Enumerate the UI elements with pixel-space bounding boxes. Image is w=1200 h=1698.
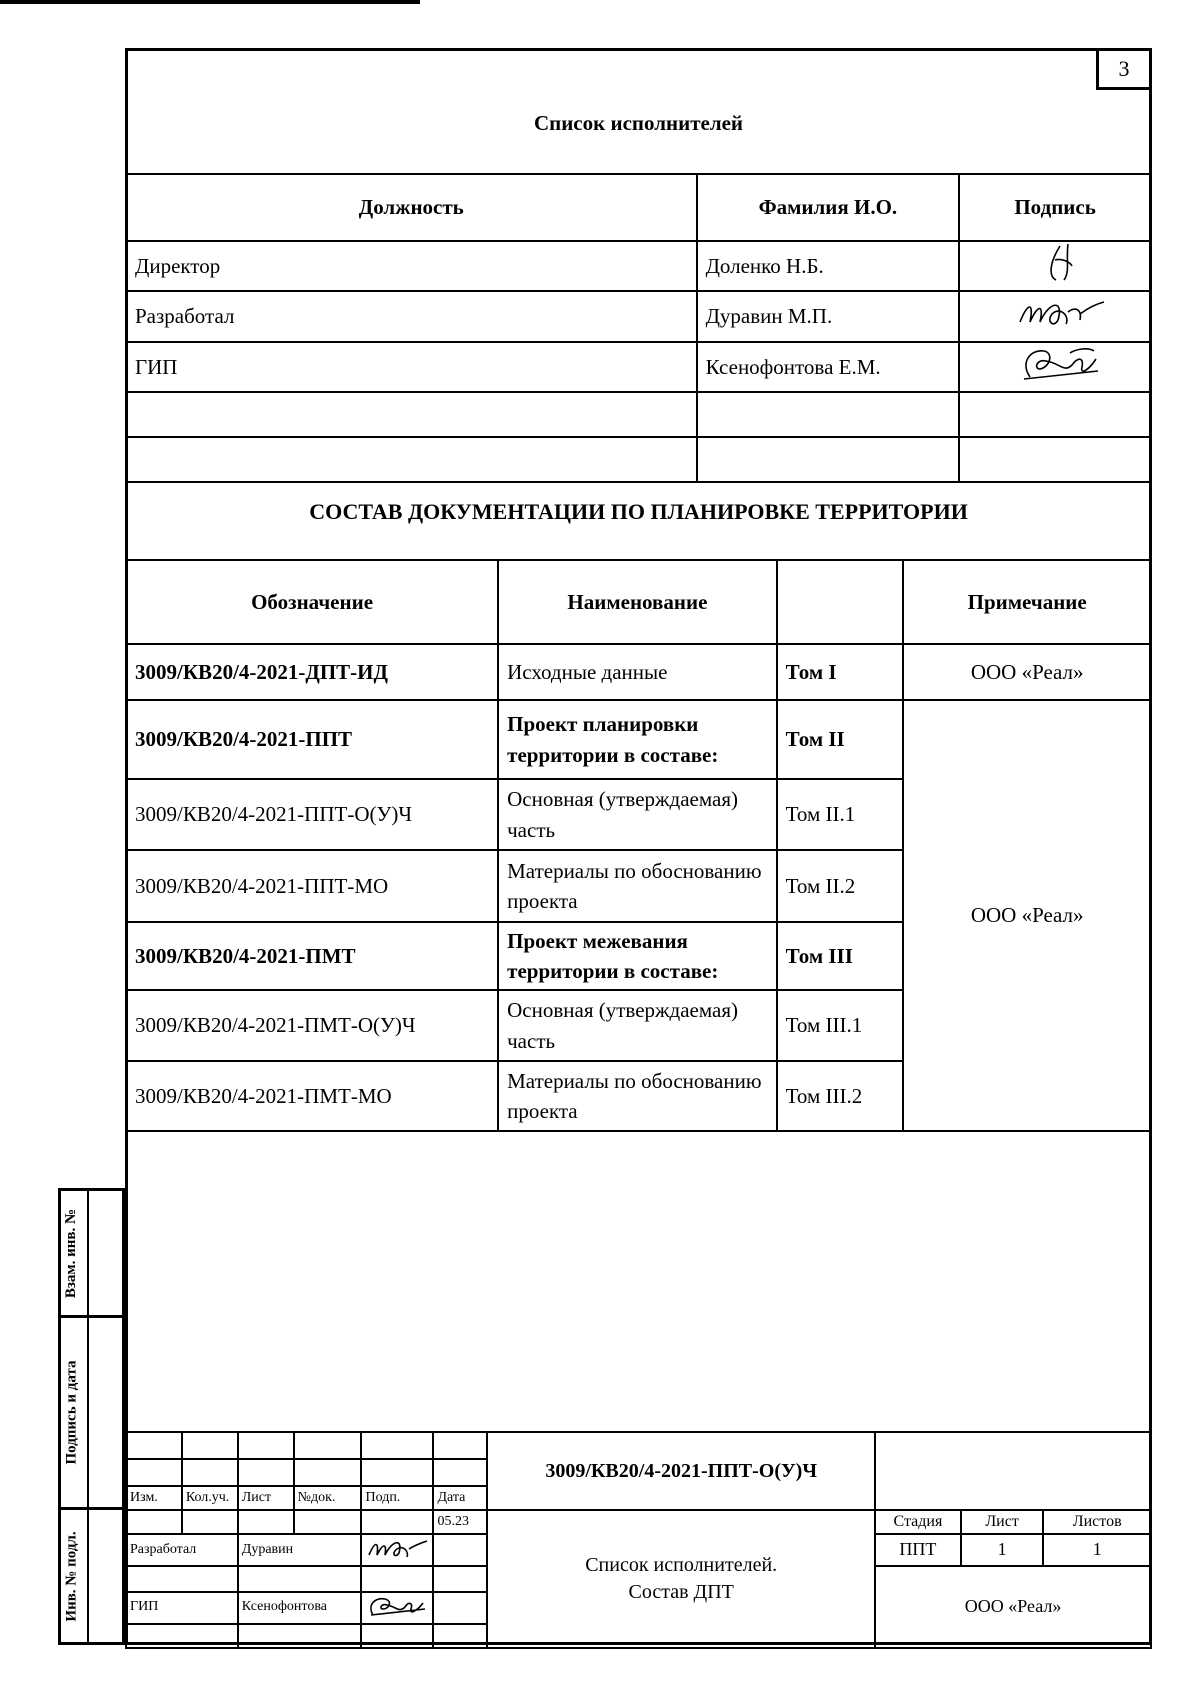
title-block (125, 1431, 1152, 1649)
doc-volume: Том III.1 (777, 990, 904, 1061)
header-title: Наименование (498, 560, 777, 644)
signature-cell (959, 291, 1151, 341)
stamp-role-name: Ксенофонтова (238, 1592, 362, 1624)
doc-volume: Том III (777, 922, 904, 990)
side-label-original-inv: Инв. № подл. (63, 1530, 80, 1622)
page-number: 3 (1096, 48, 1152, 90)
stamp-sheets-value: 1 (1043, 1534, 1151, 1566)
signature-image (365, 1535, 429, 1559)
header-note: Примечание (903, 560, 1151, 644)
side-label-replaced-inv: Взам. инв. № (63, 1208, 80, 1298)
doc-title: Исходные данные (498, 644, 777, 700)
side-strip-original-inv (58, 1507, 125, 1645)
doc-code: 3009/КВ20/4-2021-ПМТ (126, 922, 498, 990)
performer-row (126, 291, 1151, 341)
stamp-col-count: Кол.уч. (182, 1486, 238, 1510)
performer-row-empty (126, 437, 1151, 482)
doc-code: 3009/КВ20/4-2021-ППТ (126, 700, 498, 779)
performer-position: ГИП (126, 342, 697, 392)
header-volume (777, 560, 904, 644)
composition-header-row (126, 560, 1151, 644)
doc-title: Материалы по обоснованию проекта (498, 850, 777, 922)
stamp-col-date: Дата (433, 1486, 487, 1510)
performer-row (126, 342, 1151, 392)
scan-top-line (0, 0, 420, 4)
header-signature: Подпись (959, 174, 1151, 241)
stamp-signature (361, 1592, 433, 1624)
doc-volume: Том II.1 (777, 779, 904, 850)
doc-volume: Том II.2 (777, 850, 904, 922)
stamp-role: ГИП (126, 1592, 238, 1624)
doc-title: Основная (утверждаемая) часть (498, 779, 777, 850)
signature-cell (959, 241, 1151, 291)
composition-row (126, 644, 1151, 700)
doc-title: Материалы по обоснованию проекта (498, 1061, 777, 1131)
stamp-stage-value: ППТ (875, 1534, 961, 1566)
doc-title: Проект межевания территории в составе: (498, 922, 777, 990)
stamp-sheet-header: Лист (961, 1510, 1044, 1534)
stamp-stage-header: Стадия (875, 1510, 961, 1534)
signature-image (1000, 292, 1110, 332)
performer-row (126, 241, 1151, 291)
stamp-role: Разработал (126, 1534, 238, 1566)
stamp-col-change: Изм. (126, 1486, 182, 1510)
performers-table (125, 173, 1152, 483)
performer-row-empty (126, 392, 1151, 437)
performer-position: Директор (126, 241, 697, 291)
stamp-doc-title-line1: Список исполнителей. (585, 1553, 778, 1576)
performers-header-row (126, 174, 1151, 241)
header-code: Обозначение (126, 560, 498, 644)
side-strip-sign-date (58, 1315, 125, 1510)
stamp-col-sign: Подп. (361, 1486, 433, 1510)
performer-position: Разработал (126, 291, 697, 341)
signature-image (1000, 242, 1110, 282)
stamp-sheet-value: 1 (961, 1534, 1044, 1566)
doc-volume: Том II (777, 700, 904, 779)
composition-table (125, 559, 1152, 1132)
performer-name: Ксенофонтова Е.М. (697, 342, 960, 392)
doc-code: 3009/КВ20/4-2021-ППТ-О(У)Ч (126, 779, 498, 850)
doc-note-merged: ООО «Реал» (903, 700, 1151, 1131)
doc-title: Основная (утверждаемая) часть (498, 990, 777, 1061)
stamp-sheets-header: Листов (1043, 1510, 1151, 1534)
signature-cell (959, 342, 1151, 392)
doc-note: ООО «Реал» (903, 644, 1151, 700)
doc-code: 3009/КВ20/4-2021-ДПТ-ИД (126, 644, 498, 700)
stamp-col-docnum: №док. (294, 1486, 362, 1510)
stamp-doc-code: 3009/КВ20/4-2021-ППТ-О(У)Ч (487, 1432, 875, 1510)
stamp-signature (361, 1534, 433, 1566)
stamp-org: ООО «Реал» (875, 1566, 1151, 1648)
header-name: Фамилия И.О. (697, 174, 960, 241)
signature-image (365, 1593, 429, 1617)
signature-image (1000, 343, 1110, 383)
stamp-col-sheet: Лист (238, 1486, 294, 1510)
side-label-sign-date: Подпись и дата (63, 1360, 80, 1465)
doc-title: Проект планировки территории в составе: (498, 700, 777, 779)
doc-code: 3009/КВ20/4-2021-ПМТ-О(У)Ч (126, 990, 498, 1061)
performer-name: Доленко Н.Б. (697, 241, 960, 291)
doc-code: 3009/КВ20/4-2021-ППТ-МО (126, 850, 498, 922)
composition-title: СОСТАВ ДОКУМЕНТАЦИИ ПО ПЛАНИРОВКЕ ТЕРРИТОРИИ (309, 499, 968, 524)
doc-volume: Том III.2 (777, 1061, 904, 1131)
side-strip-replaced-inv (58, 1188, 125, 1318)
performers-title: Список исполнителей (533, 111, 744, 135)
stamp-date: 05.23 (433, 1510, 487, 1534)
stamp-role-name: Дуравин (238, 1534, 362, 1566)
doc-code: 3009/КВ20/4-2021-ПМТ-МО (126, 1061, 498, 1131)
header-position: Должность (126, 174, 697, 241)
doc-volume: Том I (777, 644, 904, 700)
stamp-doc-title (487, 1510, 875, 1648)
document-frame (125, 48, 1152, 1645)
performer-name: Дуравин М.П. (697, 291, 960, 341)
stamp-doc-title-line2: Состав ДПТ (628, 1580, 734, 1603)
composition-row (126, 700, 1151, 779)
